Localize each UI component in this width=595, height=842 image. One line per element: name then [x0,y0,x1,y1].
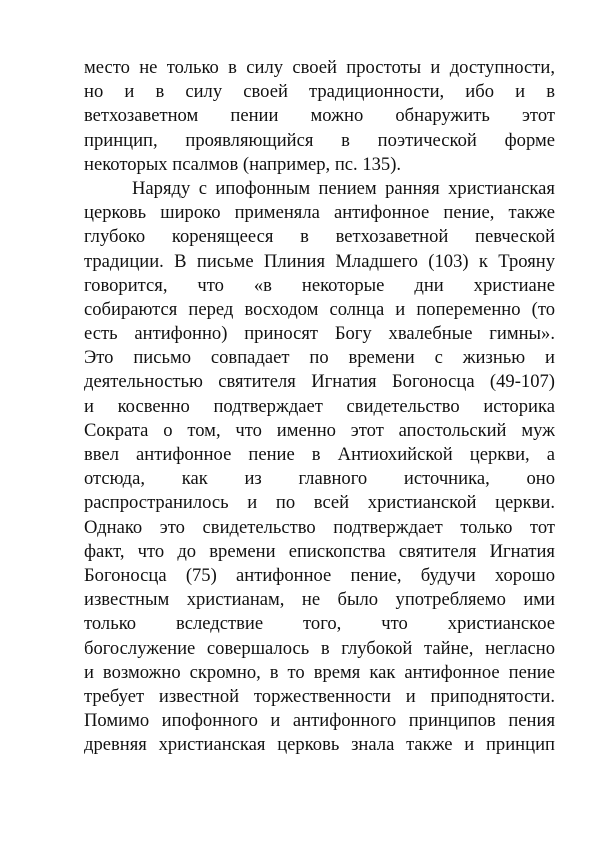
text-line: деятельностью святителя Игнатия Богоносца (49-107) [84,371,555,393]
text-line: только вследствие того, что христианское [84,613,555,635]
text-line: требует известной торжественности и приподнятости. [84,685,555,707]
text-line: есть антифонно) приносят Богу хвалебные гимны». [84,323,555,345]
text-line: место не только в силу своей простоты и доступности, [84,57,555,78]
text-line: Сократа о том, что именно этот апостольский муж [84,419,555,441]
text-line: богослужение совершалось в глубокой тайне, негласно [84,637,555,659]
paragraph-2 [84,177,555,758]
text-line: Наряду с ипофонным пением ранняя христианская [132,177,555,199]
paragraph-1 [84,56,555,177]
document-page [84,56,555,757]
text-line: отсюда, как из главного источника, оно [84,468,555,490]
text-line: Однако это свидетельство подтверждает только тот [84,516,555,538]
text-line: Богоносца (75) антифонное пение, будучи хорошо [84,564,555,586]
text-line: традиции. В письме Плиния Младшего (103) к Трояну [84,250,555,272]
text-line: известным христианам, не было употребляемо ими [84,589,555,611]
text-line: и косвенно подтверждает свидетельство историка [84,395,555,417]
text-line: древняя христианская церковь знала также и принцип [84,734,555,756]
text-line: но и в силу своей традиционности, ибо и в [84,81,555,103]
text-line: Это письмо совпадает по времени с жизнью и [84,347,555,369]
text-line: собираются перед восходом солнца и попеременно (то [84,298,555,320]
text-line: ветхозаветном пении можно обнаружить этот [84,105,555,127]
text-line: распространилось и по всей христианской церкви. [84,492,555,514]
text-line: некоторых псалмов (например, пс. 135). [84,153,402,175]
text-line: глубоко коренящееся в ветхозаветной певческой [84,226,555,248]
text-line: факт, что до времени епископства святителя Игнатия [84,540,555,562]
text-line: принцип, проявляющийся в поэтической форме [84,129,555,151]
text-line: Помимо ипофонного и антифонного принципов пения [84,710,555,732]
text-line: говорится, что «в некоторые дни христиане [84,274,555,296]
text-line: ввел антифонное пение в Антиохийской церкви, а [84,444,555,465]
text-line: и возможно скромно, в то время как антифонное пение [84,661,555,683]
text-line: церковь широко применяла антифонное пение, также [84,202,555,224]
